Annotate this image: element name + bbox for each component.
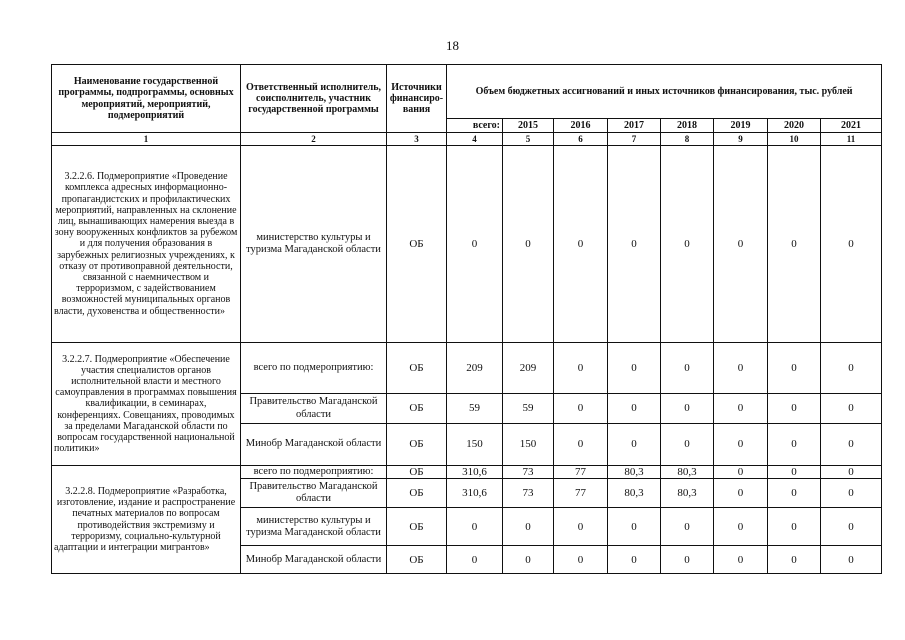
value-cell: 0: [608, 424, 661, 466]
value-cell: 0: [447, 146, 503, 343]
value-cell: 0: [821, 343, 882, 394]
executor-cell: Минобр Магаданской области: [241, 424, 387, 466]
value-cell: 0: [503, 146, 554, 343]
activity-name: 3.2.2.8. Подмероприятие «Разработка, изготовление, издание и распространение печатных материалов по вопросам противодействия экстремизму и терроризму, социально-культурной адаптации и интеграции мигрантов»: [52, 466, 241, 574]
executor-cell: Правительство Магаданской области: [241, 479, 387, 508]
column-number: 1: [52, 133, 241, 146]
value-cell: 0: [661, 146, 714, 343]
header-year: 2021: [821, 119, 882, 133]
value-cell: 0: [821, 394, 882, 424]
source-cell: ОБ: [387, 343, 447, 394]
executor-cell: всего по подмероприятию:: [241, 466, 387, 479]
header-executor-col: Ответственный исполнитель, соисполнитель, участник государственной программы: [241, 65, 387, 133]
value-cell: 0: [554, 343, 608, 394]
value-cell: 0: [768, 424, 821, 466]
value-cell: 80,3: [661, 466, 714, 479]
source-cell: ОБ: [387, 466, 447, 479]
page-number: 18: [446, 38, 459, 53]
value-cell: 0: [661, 508, 714, 546]
value-cell: 0: [661, 424, 714, 466]
header-year: 2019: [714, 119, 768, 133]
value-cell: 0: [768, 394, 821, 424]
source-cell: ОБ: [387, 546, 447, 574]
value-cell: 0: [554, 146, 608, 343]
value-cell: 0: [554, 546, 608, 574]
header-year: 2015: [503, 119, 554, 133]
header-row: [52, 65, 882, 119]
value-cell: 0: [768, 508, 821, 546]
value-cell: 209: [447, 343, 503, 394]
value-cell: 150: [447, 424, 503, 466]
column-number-row: [52, 133, 882, 146]
value-cell: 0: [714, 479, 768, 508]
column-number: 4: [447, 133, 503, 146]
executor-cell: Минобр Магаданской области: [241, 546, 387, 574]
table-row: [52, 343, 882, 394]
value-cell: 0: [503, 508, 554, 546]
header-budget-group: Объем бюджетных ассигнований и иных источников финансирования, тыс. рублей: [447, 65, 882, 119]
value-cell: 59: [503, 394, 554, 424]
column-number: 2: [241, 133, 387, 146]
executor-cell: Правительство Магаданской области: [241, 394, 387, 424]
value-cell: 0: [608, 343, 661, 394]
value-cell: 0: [821, 508, 882, 546]
value-cell: 310,6: [447, 479, 503, 508]
source-cell: ОБ: [387, 479, 447, 508]
value-cell: 0: [714, 343, 768, 394]
value-cell: 0: [554, 394, 608, 424]
source-cell: ОБ: [387, 394, 447, 424]
value-cell: 80,3: [608, 466, 661, 479]
value-cell: 150: [503, 424, 554, 466]
executor-cell: всего по подмероприятию:: [241, 343, 387, 394]
header-year: 2018: [661, 119, 714, 133]
value-cell: 73: [503, 466, 554, 479]
header-year-total: всего:: [447, 119, 503, 133]
value-cell: 0: [608, 546, 661, 574]
column-number: 11: [821, 133, 882, 146]
value-cell: 0: [714, 424, 768, 466]
header-year: 2016: [554, 119, 608, 133]
column-number: 6: [554, 133, 608, 146]
value-cell: 0: [714, 466, 768, 479]
value-cell: 73: [503, 479, 554, 508]
value-cell: 0: [554, 508, 608, 546]
value-cell: 0: [821, 466, 882, 479]
value-cell: 0: [661, 546, 714, 574]
value-cell: 0: [768, 546, 821, 574]
value-cell: 0: [768, 466, 821, 479]
value-cell: 0: [714, 508, 768, 546]
value-cell: 80,3: [608, 479, 661, 508]
budget-table: [51, 64, 882, 574]
value-cell: 0: [768, 343, 821, 394]
value-cell: 0: [821, 424, 882, 466]
column-number: 10: [768, 133, 821, 146]
value-cell: 0: [821, 479, 882, 508]
source-cell: ОБ: [387, 146, 447, 343]
value-cell: 77: [554, 466, 608, 479]
value-cell: 0: [768, 479, 821, 508]
value-cell: 0: [503, 546, 554, 574]
header-name-col: Наименование государственной программы, подпрограммы, основных мероприятий, мероприятий, подмероприятий: [52, 65, 241, 133]
table-row: [52, 146, 882, 343]
value-cell: 0: [661, 394, 714, 424]
value-cell: 310,6: [447, 466, 503, 479]
header-year: 2020: [768, 119, 821, 133]
header-source-col: Источники финансиро-вания: [387, 65, 447, 133]
column-number: 3: [387, 133, 447, 146]
value-cell: 209: [503, 343, 554, 394]
value-cell: 0: [554, 424, 608, 466]
column-number: 5: [503, 133, 554, 146]
executor-cell: министерство культуры и туризма Магаданской области: [241, 508, 387, 546]
value-cell: 0: [608, 394, 661, 424]
value-cell: 0: [714, 146, 768, 343]
value-cell: 0: [768, 146, 821, 343]
value-cell: 59: [447, 394, 503, 424]
column-number: 8: [661, 133, 714, 146]
value-cell: 0: [714, 546, 768, 574]
value-cell: 0: [714, 394, 768, 424]
value-cell: 0: [661, 343, 714, 394]
activity-name: 3.2.2.7. Подмероприятие «Обеспечение участия специалистов органов исполнительной власти и местного самоуправления в программах повышения квалификации, в семинарах, конференциях. Совещаниях, проводимых за пределами Магаданской области по вопросам государственной национальной политики»: [52, 343, 241, 466]
header-year: 2017: [608, 119, 661, 133]
source-cell: ОБ: [387, 424, 447, 466]
value-cell: 0: [447, 546, 503, 574]
value-cell: 0: [821, 546, 882, 574]
executor-cell: министерство культуры и туризма Магаданской области: [241, 146, 387, 343]
value-cell: 0: [821, 146, 882, 343]
column-number: 7: [608, 133, 661, 146]
value-cell: 0: [608, 146, 661, 343]
source-cell: ОБ: [387, 508, 447, 546]
activity-name: 3.2.2.6. Подмероприятие «Проведение комплекса адресных информационно-пропагандистских и профилактических мероприятий, направленных на склонение лиц, вынашивающих намерения выезда в зону вооруженных конфликтов за рубежом и для получения образования в зарубежных религиозных учреждениях, к отказу от противоправной деятельности, связанной с наемничеством и терроризмом, с задействованием возможностей муниципальных органов власти, духовенства и общественности»: [52, 146, 241, 343]
value-cell: 0: [447, 508, 503, 546]
table-row: [52, 466, 882, 479]
value-cell: 77: [554, 479, 608, 508]
column-number: 9: [714, 133, 768, 146]
value-cell: 0: [608, 508, 661, 546]
value-cell: 80,3: [661, 479, 714, 508]
